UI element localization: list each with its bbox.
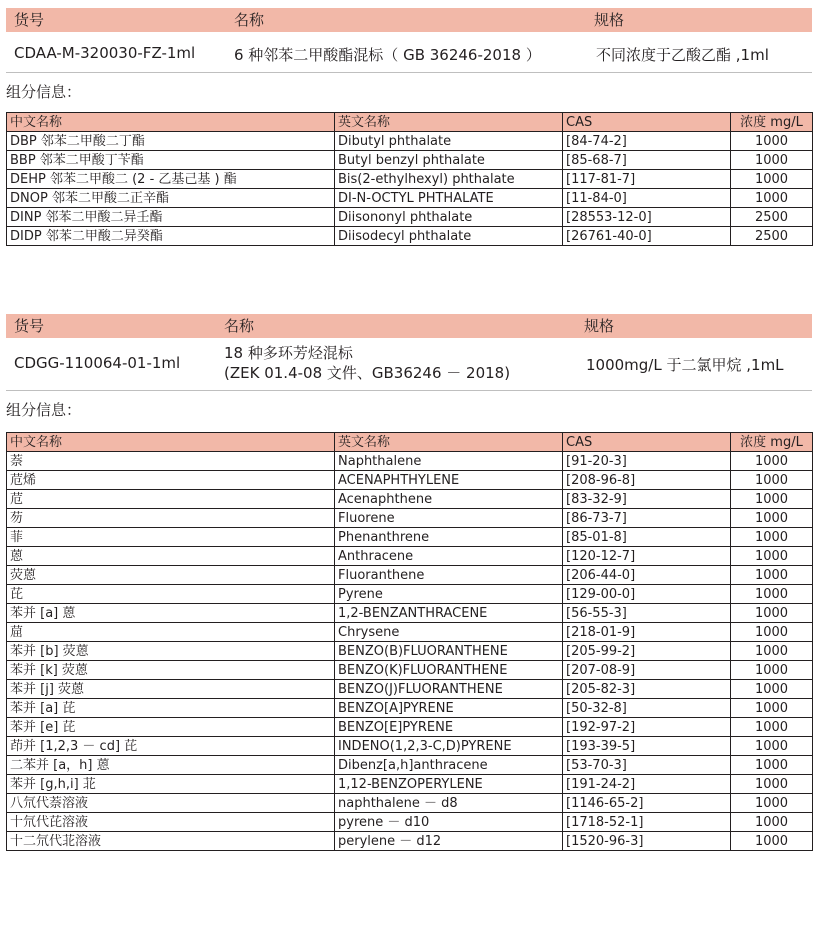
cell-concentration: 1000 [731, 170, 813, 189]
table-row [7, 471, 813, 490]
product-spec: 不同浓度于乙酸乙酯 ,1ml [596, 46, 769, 64]
cell-en-name: Chrysene [335, 623, 563, 642]
table-row [7, 547, 813, 566]
cell-cas: [26761-40-0] [563, 227, 731, 246]
table-row [7, 585, 813, 604]
cell-concentration: 1000 [731, 623, 813, 642]
table-row [7, 452, 813, 471]
cell-en-name: DI-N-OCTYL PHTHALATE [335, 189, 563, 208]
cell-en-name: ACENAPHTHYLENE [335, 471, 563, 490]
cell-cas: [206-44-0] [563, 566, 731, 585]
cell-en-name: 1,2-BENZANTHRACENE [335, 604, 563, 623]
cell-concentration: 1000 [731, 490, 813, 509]
product-code: CDAA-M-320030-FZ-1ml [14, 44, 196, 62]
cell-concentration: 1000 [731, 794, 813, 813]
cell-en-name: Diisononyl phthalate [335, 208, 563, 227]
table-row [7, 832, 813, 851]
cell-concentration: 1000 [731, 604, 813, 623]
cell-concentration: 1000 [731, 132, 813, 151]
cell-cas: [85-68-7] [563, 151, 731, 170]
cell-cas: [205-99-2] [563, 642, 731, 661]
cell-en-name: Bis(2-ethylhexyl) phthalate [335, 170, 563, 189]
col-en-name: 英文名称 [335, 113, 563, 132]
header-spec: 规格 [594, 11, 625, 29]
table-row [7, 642, 813, 661]
cell-en-name: Fluorene [335, 509, 563, 528]
cell-cn-name: 苯并 [a] 蒽 [7, 604, 335, 623]
cell-en-name: Phenanthrene [335, 528, 563, 547]
cell-cas: [205-82-3] [563, 680, 731, 699]
cell-concentration: 1000 [731, 642, 813, 661]
cell-concentration: 1000 [731, 585, 813, 604]
cell-cas: [1718-52-1] [563, 813, 731, 832]
header-name: 名称 [234, 11, 265, 29]
cell-cas: [56-55-3] [563, 604, 731, 623]
cell-cn-name: 苯并 [g,h,i] 苝 [7, 775, 335, 794]
table-row [7, 566, 813, 585]
cell-cas: [191-24-2] [563, 775, 731, 794]
cell-cas: [117-81-7] [563, 170, 731, 189]
cell-cas: [120-12-7] [563, 547, 731, 566]
cell-cas: [28553-12-0] [563, 208, 731, 227]
cell-en-name: BENZO[A]PYRENE [335, 699, 563, 718]
cell-concentration: 1000 [731, 528, 813, 547]
table-row [7, 528, 813, 547]
table-row [7, 208, 813, 227]
cell-en-name: INDENO(1,2,3-C,D)PYRENE [335, 737, 563, 756]
cell-cas: [86-73-7] [563, 509, 731, 528]
col-cas: CAS [563, 113, 731, 132]
cell-en-name: Acenaphthene [335, 490, 563, 509]
table-row [7, 756, 813, 775]
cell-concentration: 1000 [731, 832, 813, 851]
cell-concentration: 2500 [731, 227, 813, 246]
cell-concentration: 1000 [731, 813, 813, 832]
table-row [7, 151, 813, 170]
product-spec: 1000mg/L 于二氯甲烷 ,1mL [586, 356, 784, 374]
table-row [7, 227, 813, 246]
table-row [7, 718, 813, 737]
cell-en-name: perylene － d12 [335, 832, 563, 851]
cell-cn-name: BBP 邻苯二甲酸丁苄酯 [7, 151, 335, 170]
cell-cn-name: 苯并 [j] 荧蒽 [7, 680, 335, 699]
product-name-line-1: 18 种多环芳烃混标 [224, 344, 353, 362]
table-row [7, 680, 813, 699]
cell-en-name: Dibenz[a,h]anthracene [335, 756, 563, 775]
cell-cn-name: DIDP 邻苯二甲酸二异癸酯 [7, 227, 335, 246]
cell-cn-name: 茚并 [1,2,3 － cd] 芘 [7, 737, 335, 756]
cell-en-name: 1,12-BENZOPERYLENE [335, 775, 563, 794]
cell-concentration: 1000 [731, 699, 813, 718]
cell-cn-name: 苊烯 [7, 471, 335, 490]
table-row [7, 189, 813, 208]
cell-cn-name: 苯并 [e] 芘 [7, 718, 335, 737]
col-en-name: 英文名称 [335, 433, 563, 452]
cell-cas: [11-84-0] [563, 189, 731, 208]
product-1-header [6, 8, 812, 32]
cell-cas: [50-32-8] [563, 699, 731, 718]
cell-en-name: Naphthalene [335, 452, 563, 471]
components-table-2 [6, 432, 813, 851]
cell-en-name: BENZO(J)FLUORANTHENE [335, 680, 563, 699]
cell-cn-name: 荧蒽 [7, 566, 335, 585]
cell-cn-name: 萘 [7, 452, 335, 471]
cell-concentration: 1000 [731, 756, 813, 775]
cell-concentration: 1000 [731, 661, 813, 680]
cell-en-name: pyrene － d10 [335, 813, 563, 832]
cell-en-name: Fluoranthene [335, 566, 563, 585]
header-name: 名称 [224, 317, 255, 335]
divider [6, 390, 812, 391]
cell-en-name: BENZO(K)FLUORANTHENE [335, 661, 563, 680]
cell-cas: [129-00-0] [563, 585, 731, 604]
table-row [7, 794, 813, 813]
cell-en-name: Diisodecyl phthalate [335, 227, 563, 246]
cell-cas: [192-97-2] [563, 718, 731, 737]
cell-cn-name: DNOP 邻苯二甲酸二正辛酯 [7, 189, 335, 208]
product-1-info [6, 36, 812, 70]
table-row [7, 737, 813, 756]
cell-cn-name: 二苯并 [a，h] 蒽 [7, 756, 335, 775]
cell-en-name: Pyrene [335, 585, 563, 604]
cell-cn-name: DBP 邻苯二甲酸二丁酯 [7, 132, 335, 151]
cell-cn-name: 芘 [7, 585, 335, 604]
cell-cn-name: 十氘代芘溶液 [7, 813, 335, 832]
cell-cas: [207-08-9] [563, 661, 731, 680]
cell-concentration: 1000 [731, 509, 813, 528]
cell-cn-name: 八氘代萘溶液 [7, 794, 335, 813]
table-row [7, 623, 813, 642]
cell-cas: [218-01-9] [563, 623, 731, 642]
table-row [7, 775, 813, 794]
cell-cn-name: 十二氘代苝溶液 [7, 832, 335, 851]
cell-cn-name: 菲 [7, 528, 335, 547]
cell-cn-name: 苯并 [b] 荧蒽 [7, 642, 335, 661]
cell-en-name: BENZO(B)FLUORANTHENE [335, 642, 563, 661]
components-label: 组分信息： [6, 83, 82, 101]
cell-concentration: 1000 [731, 775, 813, 794]
table-row [7, 132, 813, 151]
header-code: 货号 [14, 317, 45, 335]
cell-concentration: 2500 [731, 208, 813, 227]
cell-cas: [193-39-5] [563, 737, 731, 756]
table-row [7, 661, 813, 680]
table-body [7, 452, 813, 851]
cell-concentration: 1000 [731, 189, 813, 208]
table-row [7, 490, 813, 509]
cell-cn-name: 蒽 [7, 547, 335, 566]
cell-cas: [1520-96-3] [563, 832, 731, 851]
table-row [7, 699, 813, 718]
components-table-1 [6, 112, 813, 246]
divider [6, 72, 812, 73]
cell-cn-name: 䓛 [7, 623, 335, 642]
col-concentration: 浓度 mg/L [731, 113, 813, 132]
cell-cn-name: 苊 [7, 490, 335, 509]
cell-cas: [83-32-9] [563, 490, 731, 509]
cell-concentration: 1000 [731, 547, 813, 566]
product-name: 6 种邻苯二甲酸酯混标（ GB 36246-2018 ） [234, 46, 541, 64]
header-code: 货号 [14, 11, 45, 29]
table-header-row [7, 433, 813, 452]
cell-cn-name: DINP 邻苯二甲酸二异壬酯 [7, 208, 335, 227]
product-name-line-2: (ZEK 01.4-08 文件、GB36246 － 2018) [224, 364, 511, 382]
cell-cn-name: DEHP 邻苯二甲酸二 (2 - 乙基己基 ) 酯 [7, 170, 335, 189]
cell-cas: [84-74-2] [563, 132, 731, 151]
cell-cas: [53-70-3] [563, 756, 731, 775]
cell-cas: [91-20-3] [563, 452, 731, 471]
table-row [7, 170, 813, 189]
cell-concentration: 1000 [731, 452, 813, 471]
cell-concentration: 1000 [731, 737, 813, 756]
col-cas: CAS [563, 433, 731, 452]
product-code: CDGG-110064-01-1ml [14, 354, 181, 372]
cell-concentration: 1000 [731, 471, 813, 490]
cell-cn-name: 芴 [7, 509, 335, 528]
product-2-header [6, 314, 812, 338]
col-cn-name: 中文名称 [7, 433, 335, 452]
components-label: 组分信息： [6, 401, 82, 419]
cell-en-name: Dibutyl phthalate [335, 132, 563, 151]
cell-cas: [1146-65-2] [563, 794, 731, 813]
cell-concentration: 1000 [731, 680, 813, 699]
cell-cas: [208-96-8] [563, 471, 731, 490]
table-body [7, 132, 813, 246]
product-2-info [6, 340, 812, 386]
cell-en-name: Butyl benzyl phthalate [335, 151, 563, 170]
col-cn-name: 中文名称 [7, 113, 335, 132]
cell-en-name: BENZO[E]PYRENE [335, 718, 563, 737]
cell-en-name: Anthracene [335, 547, 563, 566]
table-row [7, 604, 813, 623]
header-spec: 规格 [584, 317, 615, 335]
cell-cn-name: 苯并 [k] 荧蒽 [7, 661, 335, 680]
col-concentration: 浓度 mg/L [731, 433, 813, 452]
table-row [7, 813, 813, 832]
table-row [7, 509, 813, 528]
cell-concentration: 1000 [731, 566, 813, 585]
cell-en-name: naphthalene － d8 [335, 794, 563, 813]
cell-cas: [85-01-8] [563, 528, 731, 547]
cell-concentration: 1000 [731, 718, 813, 737]
table-header-row [7, 113, 813, 132]
cell-concentration: 1000 [731, 151, 813, 170]
cell-cn-name: 苯并 [a] 芘 [7, 699, 335, 718]
